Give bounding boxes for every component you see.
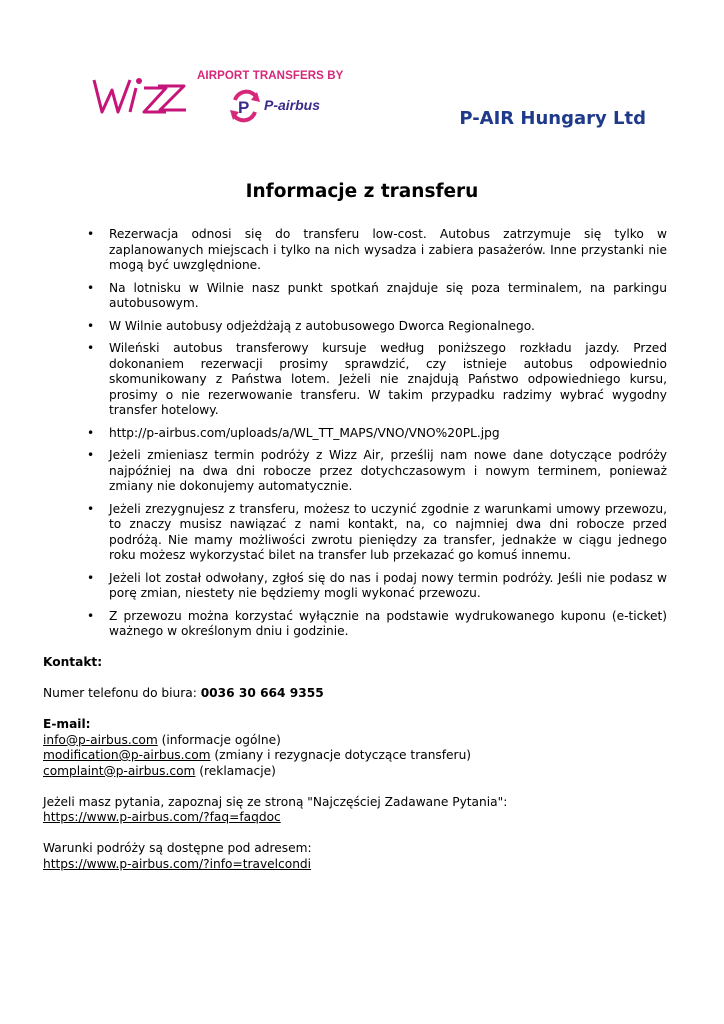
terms-text: Warunki podróży są dostępne pod adresem: (43, 841, 312, 855)
list-item: • Jeżeli zrezygnujesz z transferu, możesz to uczynić zgodnie z warunkami umowy przewozu, to znaczy musisz nawiązać z nami kontakt, na, co najmniej dwa dni robocze przed podróżą. Nie mamy możliwości zwrotu pieniędzy za transfer, jednakże w ciągu jednego roku możesz wykorzystać bilet na transfer lub przekazać go komuś innemu. (87, 502, 667, 564)
info-list (87, 227, 667, 647)
list-item: • Rezerwacja odnosi się do transferu low-cost. Autobus zatrzymuje się tylko w zaplanowanych miejscach i tylko na nich wysadza i zabiera pasażerów. Inne przystanki nie mogą być uwzględnione. (87, 227, 667, 274)
partner-logo-text: P-airbus (264, 97, 321, 113)
list-item: • Z przewozu można korzystać wyłącznie na podstawie wydrukowanego kuponu (e-ticket) ważnego w określonym dniu i godzinie. (87, 609, 667, 640)
list-item: • Jeżeli zmieniasz termin podróży z Wizz Air, prześlij nam nowe dane dotyczące podróży najpóźniej na dwa dni robocze przez dotychczasowym i nowym terminem, ponieważ zmiany nie dokonujemy automatycznie. (87, 448, 667, 495)
p-airbus-icon (227, 88, 263, 124)
email-complaint-link[interactable]: complaint@p-airbus.com (43, 763, 196, 778)
email-heading: E-mail: (43, 717, 91, 731)
list-item: • Wileński autobus transferowy kursuje według poniższego rozkładu jazdy. Przed dokonaniem rezerwacji prosimy sprawdzić, czy istnieje autobus odpowiednio skomunikowany z Państwa lotem. Jeżeli nie znajdują Państwo odpowiedniego kursu, prosimy o nie rezerwowanie transferu. W takim przypadku radzimy wybrać wygodny transfer hotelowy. (87, 341, 667, 419)
email-info-link[interactable]: info@p-airbus.com (43, 732, 158, 747)
email-info-note: (informacje ogólne) (157, 732, 281, 747)
terms-link[interactable]: https://www.p-airbus.com/?info=travelcondi (43, 856, 312, 871)
email-complaint-note: (reklamacje) (195, 763, 276, 778)
logo-tagline: AIRPORT TRANSFERS BY (197, 70, 344, 82)
page-title: Informacje z transferu (245, 181, 479, 202)
list-item: • Jeżeli lot został odwołany, zgłoś się do nas i podaj nowy termin podróży. Jeśli nie podasz w porę zmian, niestety nie będziemy mogli wykonać przewozu. (87, 571, 667, 602)
header-logo (90, 70, 360, 130)
list-item: • Na lotnisku w Wilnie nasz punkt spotkań znajduje się poza terminalem, na parkingu autobusowym. (87, 281, 667, 312)
contact-heading: Kontakt: (43, 655, 103, 669)
list-item: • W Wilnie autobusy odjeżdżają z autobusowego Dworca Regionalnego. (87, 319, 667, 335)
wizz-logo (90, 72, 190, 120)
email-modification-note: (zmiany i rezygnacje dotyczące transferu) (210, 748, 472, 762)
company-name: P-AIR Hungary Ltd (459, 108, 646, 129)
email-modification-link[interactable]: modification@p-airbus.com (43, 748, 211, 762)
contact-section (43, 655, 683, 872)
faq-link[interactable]: https://www.p-airbus.com/?faq=faqdoc (43, 810, 281, 824)
phone-label: Numer telefonu do biura: (43, 686, 201, 700)
phone-line (43, 686, 683, 702)
svg-text:P: P (238, 98, 250, 117)
phone-number: 0036 30 664 9355 (200, 686, 324, 700)
faq-text: Jeżeli masz pytania, zapoznaj się ze stroną "Najczęściej Zadawane Pytania": (43, 794, 508, 809)
list-item-map-link: • http://p-airbus.com/uploads/a/WL_TT_MAPS/VNO/VNO%20PL.jpg (87, 426, 667, 442)
